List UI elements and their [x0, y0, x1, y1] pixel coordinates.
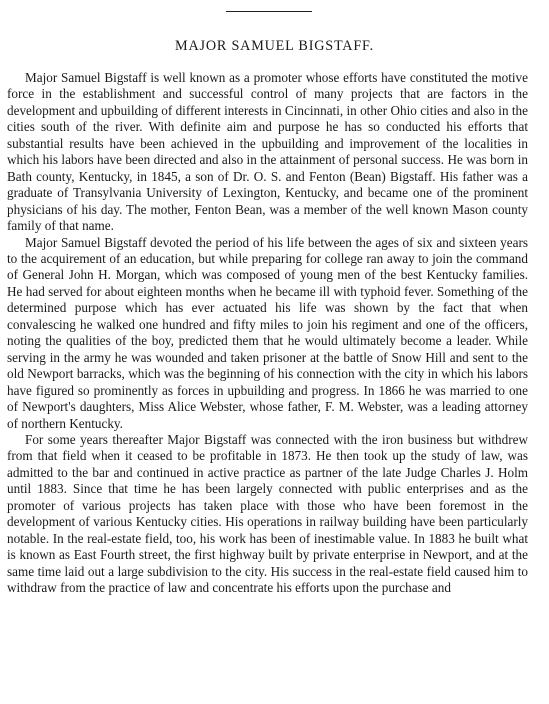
body-text — [7, 70, 528, 597]
paragraph: For some years thereafter Major Bigstaff was connected with the iron business but withdrew from that field when it ceased to be profitable in 1873. He then took up the study of law, was admitted to the bar and continued in active practice as partner of the late Judge Charles J. Holm until 1883. Since that time he has been largely connected with public enterprises and as the promoter of various projects has taken place with those who have been foremost in the development of various Kentucky cities. His operations in railway building have been particularly notable. In the real-estate field, too, his work has been of inestimable value. In 1883 he built what is known as East Fourth street, the first highway built by private enterprise in Newport, and at the same time laid out a large subdivision to the city. His success in the real-estate field caused him to withdraw from the practice of law and concentrate his efforts upon the purchase and — [7, 431, 528, 596]
paragraph: Major Samuel Bigstaff devoted the period of his life between the ages of six and sixteen years to the acquirement of an education, but while preparing for college ran away to join the command of General John H. Morgan, which was composed of young men of the best Kentucky families. He had served for about eighteen months when he became ill with typhoid fever. Something of the determined purpose which has ever actuated his life was shown by the fact that when convalescing he walked one hundred and fifty miles to join his regiment and one of the officers, noting the qualities of the boy, predicted them that he would ultimately become a leader. While serving in the army he was wounded and taken prisoner at the battle of Snow Hill and sent to the old Newport barracks, which was the beginning of his connection with the city in which his labors have figured so prominently as forces in upbuilding and progress. In 1866 he was married to one of Newport's daughters, Miss Alice Webster, whose father, F. M. Webster, was a leading attorney of northern Kentucky. — [7, 234, 528, 431]
top-rule — [226, 11, 312, 12]
page-title: MAJOR SAMUEL BIGSTAFF. — [175, 38, 374, 54]
paragraph: Major Samuel Bigstaff is well known as a promoter whose efforts have constituted the motive force in the establishment and successful control of many projects that are factors in the development and upbuilding of different interests in Cincinnati, in other Ohio cities and also in the cities south of the river. With definite aim and purpose he has so conducted his efforts that substantial results have been achieved in the upbuilding and improvement of the localities in which his labors have been directed and also in the attainment of personal success. He was born in Bath county, Kentucky, in 1845, a son of Dr. O. S. and Fenton (Bean) Bigstaff. His father was a graduate of Transylvania University of Lexington, Kentucky, and became one of the prominent physicians of his day. The mother, Fenton Bean, was a member of the well known Mason county family of that name. — [7, 70, 528, 234]
